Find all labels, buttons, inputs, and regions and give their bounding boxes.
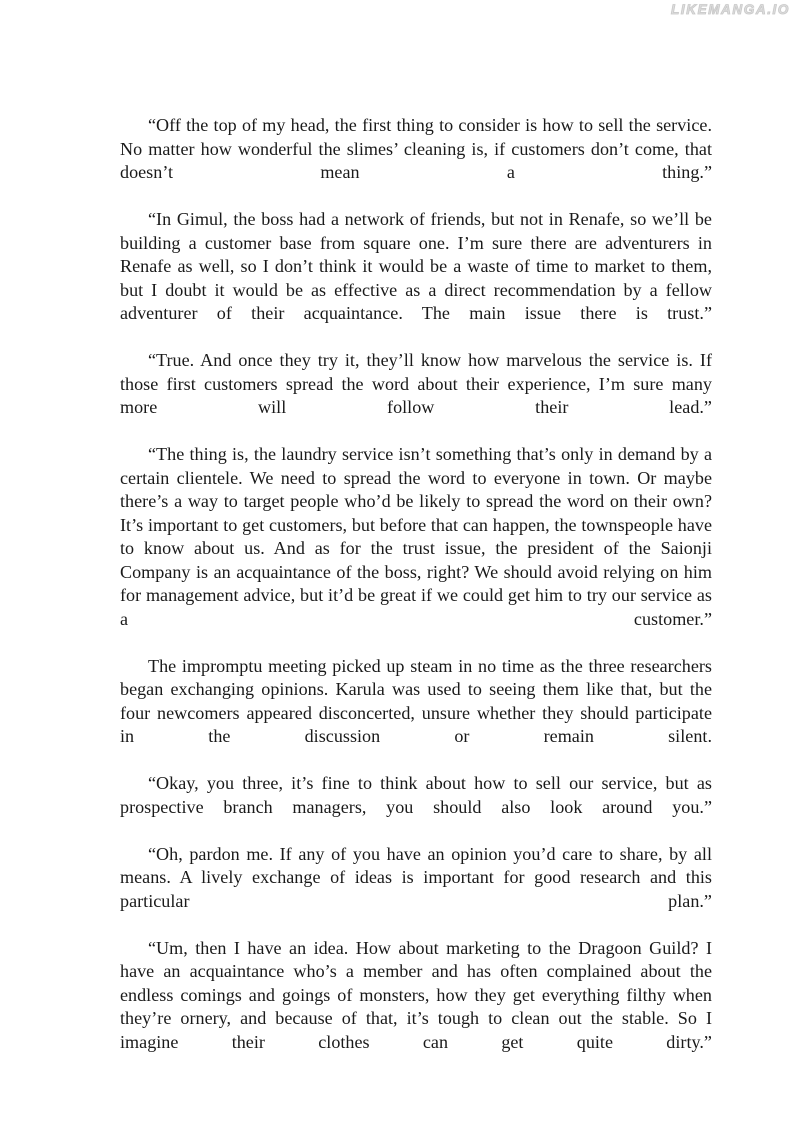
paragraph: “In Gimul, the boss had a network of friends, but not in Renafe, so we’ll be building a customer base from square one. I’m sure there are adventurers in Renafe as well, so I don’t think it would be a waste of time to market to them, but I doubt it would be as effective as a direct recommendation by a fellow adventurer of their acquaintance. The main issue there is trust.”: [120, 209, 712, 323]
paragraph: “Um, then I have an idea. How about marketing to the Dragoon Guild? I have an acquaintance who’s a member and has often complained about the endless comings and goings of monsters, how they get everything filthy when they’re ornery, and because of that, it’s tough to clean out the stable. So I imagine their clothes can get quite dirty.”: [120, 937, 712, 1052]
paragraph: “Okay, you three, it’s fine to think about how to sell our service, but as prospective branch managers, you should also look around you.”: [120, 773, 712, 817]
paragraph: The impromptu meeting picked up steam in no time as the three researchers began exchanging opinions. Karula was used to seeing them like that, but the four newcomers appeared disconcerted, unsure whether they should participate in the discussion or remain silent.: [120, 655, 712, 746]
paragraph: “Off the top of my head, the first thing to consider is how to sell the service. No matter how wonderful the slimes’ cleaning is, if customers don’t come, that doesn’t mean a thing.”: [120, 115, 712, 182]
paragraph: “The thing is, the laundry service isn’t something that’s only in demand by a certain clientele. We need to spread the word to everyone in town. Or maybe there’s a way to target people who’d be likely to spread the word on their own? It’s important to get customers, but before that can happen, the townspeople have to know about us. And as for the trust issue, the president of the Saionji Company is an acquaintance of the boss, right? We should avoid relying on him for management advice, but it’d be great if we could get him to try our service as a customer.”: [120, 444, 712, 629]
page-text-body: [120, 114, 712, 1078]
paragraph: “True. And once they try it, they’ll know how marvelous the service is. If those first customers spread the word about their experience, I’m sure many more will follow their lead.”: [120, 350, 712, 417]
site-watermark: LIKEMANGA.IO: [671, 2, 790, 17]
paragraph: “Oh, pardon me. If any of you have an opinion you’d care to share, by all means. A lively exchange of ideas is important for good research and this particular plan.”: [120, 843, 712, 911]
